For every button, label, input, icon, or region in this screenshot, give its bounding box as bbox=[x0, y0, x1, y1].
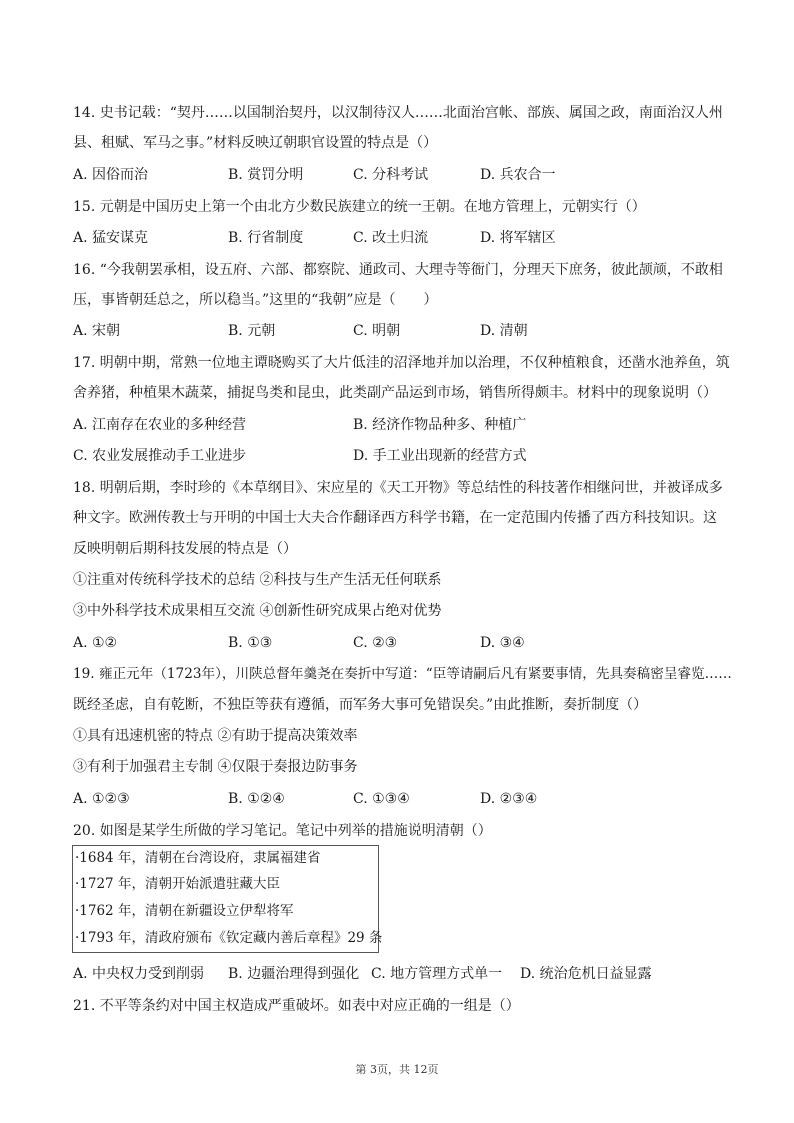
q19-option-d: D. ②③④ bbox=[480, 791, 538, 807]
q16-option-a: A. 宋朝 bbox=[73, 323, 121, 339]
q19-statement-line-1: ①具有迅速机密的特点 ②有助于提高决策效率 bbox=[73, 728, 358, 744]
question-17-line-1: 17. 明朝中期，常熟一位地主谭晓购买了大片低洼的沼泽地并加以治理，不仅种植粮食，还凿水池养鱼，筑 bbox=[73, 355, 730, 371]
q17-option-c: C. 农业发展推动手工业进步 bbox=[73, 448, 247, 464]
q17-option-d: D. 手工业出现新的经营方式 bbox=[353, 448, 527, 464]
q15-option-b: B. 行省制度 bbox=[228, 230, 304, 246]
question-15-line-1: 15. 元朝是中国历史上第一个由北方少数民族建立的统一王朝。在地方管理上，元朝实行（） bbox=[73, 199, 646, 215]
q19-option-c: C. ①③④ bbox=[353, 791, 410, 807]
q14-option-d: D. 兵农合一 bbox=[480, 167, 556, 183]
question-14-line-1: 14. 史书记载：“契丹……以国制治契丹，以汉制待汉人……北面治宫帐、部族、属国之政，南面治汉人州 bbox=[73, 105, 723, 121]
question-16-line-2: 压，事皆朝廷总之，所以稳当。”这里的“我朝”应是（ ） bbox=[73, 292, 438, 308]
question-20-line-1: 20. 如图是某学生所做的学习笔记。笔记中列举的措施说明清朝（） bbox=[73, 823, 492, 839]
question-19-line-1: 19. 雍正元年（1723年），川陕总督年羹尧在奏折中写道：“臣等请嗣后凡有紧要事情，先具奏稿密呈睿览…… bbox=[73, 666, 732, 682]
q17-option-a: A. 江南存在农业的多种经营 bbox=[73, 417, 247, 433]
q19-statement-line-2: ③有利于加强君主专制 ④仅限于奏报边防事务 bbox=[73, 759, 358, 775]
question-19-line-2: 既经圣虑，自有乾断，不独臣等获有遵循，而军务大事可免错误矣。”由此推断，奏折制度（） bbox=[73, 697, 648, 713]
study-note-1793: ·1793 年，清政府颁布《钦定藏内善后章程》29 条 bbox=[75, 930, 383, 946]
q18-statement-line-1: ①注重对传统科学技术的总结 ②科技与生产生活无任何联系 bbox=[73, 572, 442, 588]
study-note-1762: ·1762 年，清朝在新疆设立伊犁将军 bbox=[75, 903, 294, 919]
q14-option-a: A. 因俗而治 bbox=[73, 167, 149, 183]
q15-option-c: C. 改土归流 bbox=[353, 230, 429, 246]
study-note-1727: ·1727 年，清朝开始派遣驻藏大臣 bbox=[75, 876, 280, 892]
q20-option-c: C. 地方管理方式单一 bbox=[371, 966, 503, 982]
q18-option-a: A. ①② bbox=[73, 635, 118, 651]
study-notes-box bbox=[72, 845, 383, 953]
question-18-line-2: 种文字。欧洲传教士与开明的中国士大夫合作翻译西方科学书籍，在一定范围内传播了西方科技知识。这 bbox=[73, 510, 717, 526]
q17-option-b: B. 经济作物品种多、种植广 bbox=[353, 417, 527, 433]
q19-option-a: A. ①②③ bbox=[73, 791, 130, 807]
q16-option-d: D. 清朝 bbox=[480, 323, 528, 339]
q19-option-b: B. ①②④ bbox=[228, 791, 285, 807]
q18-option-b: B. ①③ bbox=[228, 635, 273, 651]
q20-option-b: B. 边疆治理得到强化 bbox=[228, 966, 360, 982]
question-18-line-3: 反映明朝后期科技发展的特点是（） bbox=[73, 541, 297, 557]
q15-option-d: D. 将军辖区 bbox=[480, 230, 556, 246]
q20-option-a: A. 中央权力受到削弱 bbox=[73, 966, 205, 982]
question-16-line-1: 16. “今我朝罢承相，设五府、六部、都察院、通政司、大理寺等衙门，分理天下庶务，彼此颉颃，不敢相 bbox=[73, 262, 723, 278]
q18-option-d: D. ③④ bbox=[480, 635, 525, 651]
study-note-1684: ·1684 年，清朝在台湾设府，隶属福建省 bbox=[75, 850, 321, 866]
q14-option-b: B. 赏罚分明 bbox=[228, 167, 304, 183]
q18-option-c: C. ②③ bbox=[353, 635, 398, 651]
q18-statement-line-2: ③中外科学技术成果相互交流 ④创新性研究成果占绝对优势 bbox=[73, 603, 442, 619]
q16-option-b: B. 元朝 bbox=[228, 323, 276, 339]
q14-option-c: C. 分科考试 bbox=[353, 167, 429, 183]
question-18-line-1: 18. 明朝后期，李时珍的《本草纲目》、宋应星的《天工开物》等总结性的科技著作相继问世，并被译成多 bbox=[73, 480, 723, 496]
question-21-line-1: 21. 不平等条约对中国主权造成严重破坏。如表中对应正确的一组是（） bbox=[73, 998, 520, 1014]
page-number: 第 3页，共 12页 bbox=[355, 1063, 439, 1076]
q16-option-c: C. 明朝 bbox=[353, 323, 401, 339]
question-14-line-2: 县、租赋、军马之事。”材料反映辽朝职官设置的特点是（） bbox=[73, 135, 438, 151]
q15-option-a: A. 猛安谋克 bbox=[73, 230, 149, 246]
q20-option-d: D. 统治危机日益显露 bbox=[520, 966, 652, 982]
question-17-line-2: 舍养猪，种植果木蔬菜，捕捉鸟类和昆虫，此类副产品运到市场，销售所得颇丰。材料中的现象说明（） bbox=[73, 385, 717, 401]
